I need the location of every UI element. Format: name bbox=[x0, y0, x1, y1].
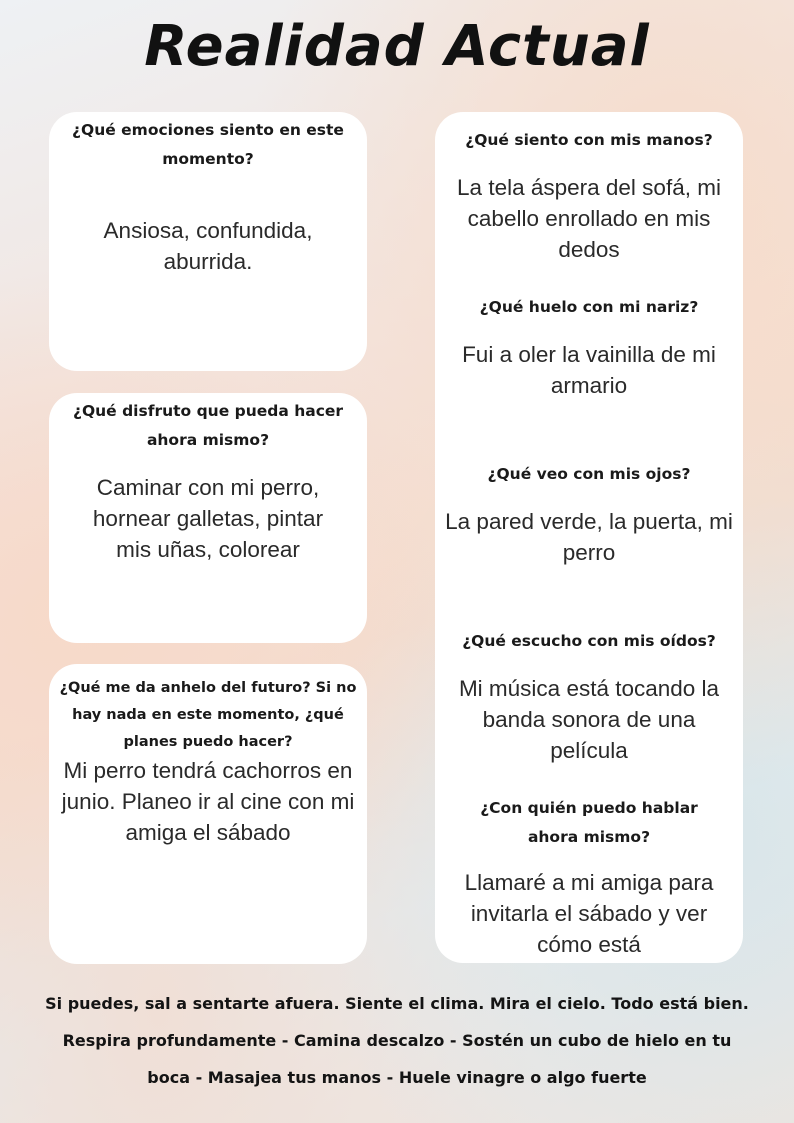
talk-section bbox=[435, 794, 743, 960]
touch-section bbox=[435, 126, 743, 265]
tips-line-2: Respira profundamente - Camina descalzo - Sostén un cubo de hielo en tu boca - Masajea tus manos - Huele vinagre o algo fuerte bbox=[62, 1031, 732, 1087]
sight-answer: La pared verde, la puerta, mi perro bbox=[445, 509, 733, 565]
talk-answer: Llamaré a mi amiga para invitarla el sábado y ver cómo está bbox=[464, 870, 714, 957]
talk-question: ¿Con quién puedo hablar ahora mismo? bbox=[480, 799, 698, 846]
future-card bbox=[49, 664, 367, 964]
enjoy-card bbox=[49, 393, 367, 643]
future-answer: Mi perro tendrá cachorros en junio. Planeo ir al cine con mi amiga el sábado bbox=[61, 758, 355, 845]
grounding-tips bbox=[30, 985, 764, 1096]
future-question: ¿Qué me da anhelo del futuro? Si no hay nada en este momento, ¿qué planes puedo hacer? bbox=[59, 680, 357, 750]
emotions-answer: Ansiosa, confundida, aburrida. bbox=[103, 218, 313, 274]
hearing-section bbox=[435, 627, 743, 766]
hearing-answer: Mi música está tocando la banda sonora de una película bbox=[458, 676, 720, 763]
sight-section bbox=[435, 460, 743, 568]
smell-answer: Fui a oler la vainilla de mi armario bbox=[462, 342, 716, 398]
sight-question: ¿Qué veo con mis ojos? bbox=[487, 465, 691, 483]
emotions-question: ¿Qué emociones siento en este momento? bbox=[72, 121, 344, 168]
hearing-question: ¿Qué escucho con mis oídos? bbox=[462, 632, 716, 650]
senses-card bbox=[435, 112, 743, 963]
page-title: Realidad Actual bbox=[144, 14, 650, 79]
enjoy-question: ¿Qué disfruto que pueda hacer ahora mismo? bbox=[72, 402, 344, 449]
smell-section bbox=[435, 293, 743, 401]
touch-question: ¿Qué siento con mis manos? bbox=[465, 131, 713, 149]
smell-question: ¿Qué huelo con mi nariz? bbox=[479, 298, 699, 316]
enjoy-answer: Caminar con mi perro, hornear galletas, pintar mis uñas, colorear bbox=[92, 475, 324, 562]
tips-line-1: Si puedes, sal a sentarte afuera. Siente el clima. Mira el cielo. Todo está bien. bbox=[45, 994, 749, 1013]
emotions-card bbox=[49, 112, 367, 371]
touch-answer: La tela áspera del sofá, mi cabello enrollado en mis dedos bbox=[457, 175, 721, 262]
